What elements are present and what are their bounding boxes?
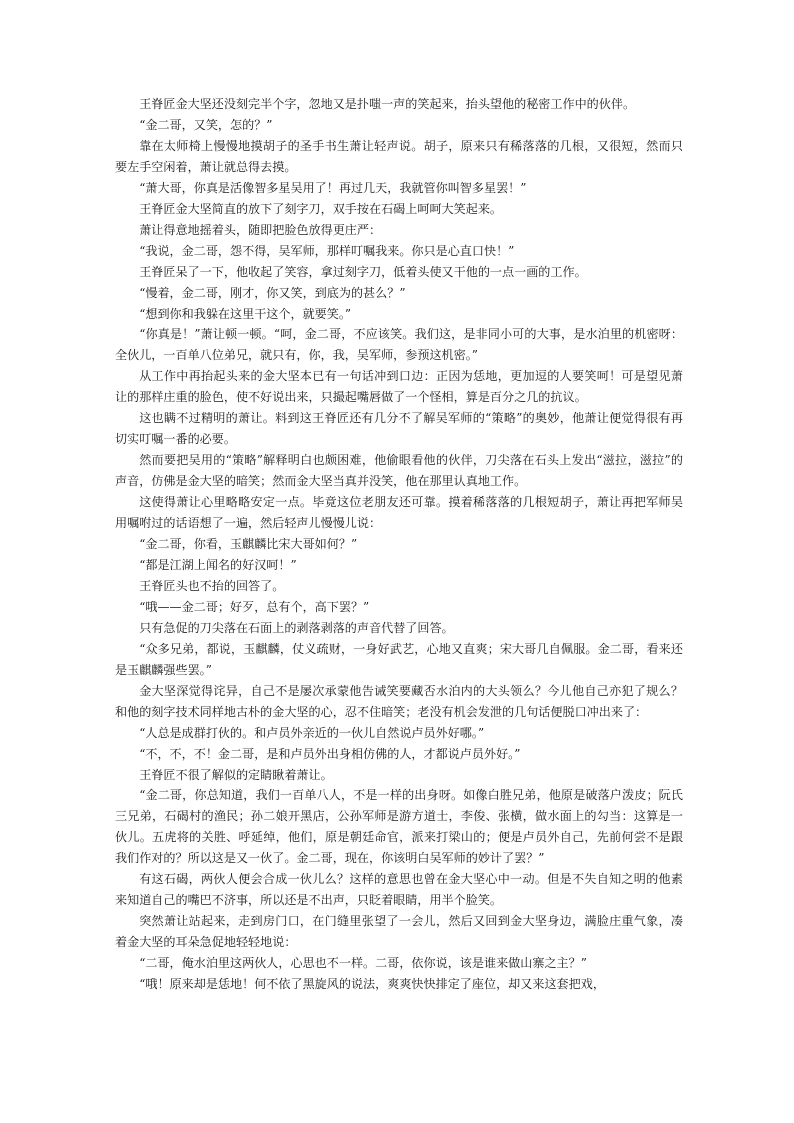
paragraph: “金二哥，又笑，怎的？”: [139, 117, 273, 132]
paragraph: “人总是成群打伙的。和卢员外亲近的一伙儿自然说卢员外好哪。”: [139, 725, 485, 740]
paragraph: 从工作中再抬起头来的金大坚本已有一句话冲到口边：正因为恁地，更加逗的人要笑呵！可是望见萧让的那样庄重的脸色，使不好说出来，只撮起嘴唇做了一个怪相，算是百分之几的抗议。: [115, 369, 683, 405]
document-body: [115, 94, 683, 995]
paragraph: 这使得萧让心里略略安定一点。毕竟这位老朋友还可靠。摸着稀落落的几根短胡子，萧让再把军师吴用嘱咐过的话语想了一遍，然后轻声儿慢慢儿说：: [115, 495, 683, 531]
paragraph: 靠在太师椅上慢慢地摸胡子的圣手书生萧让轻声说。胡子，原来只有稀落落的几根，又很短，然而只要左手空闲着，萧让就总得去摸。: [115, 138, 683, 174]
paragraph: “慢着，金二哥，刚才，你又笑，到底为的甚么？”: [139, 285, 406, 300]
paragraph: “哦——金二哥；好歹，总有个，高下罢？”: [139, 599, 370, 614]
paragraph: 突然萧让站起来，走到房门口，在门缝里张望了一会儿，然后又回到金大坚身边，满脸庄重气象，凑着金大坚的耳朵急促地轻轻地说：: [115, 914, 683, 950]
paragraph: 这也瞒不过精明的萧让。料到这王脊匠还有几分不了解吴军师的“策略”的奥妙，他萧让便觉得很有再切实叮嘱一番的必要。: [115, 411, 683, 447]
paragraph: 王脊匠头也不抬的回答了。: [139, 578, 285, 593]
paragraph: 金大坚深觉得诧异，自己不是屡次承蒙他告诫笑要藏否水泊内的大头领么？今儿他自己亦犯了规么？和他的刻字技术同样地古朴的金大坚的心，忍不住暗笑；老没有机会发泄的几句话便脱口冲出来了：: [115, 683, 683, 719]
paragraph: “二哥，俺水泊里这两伙人，心思也不一样。二哥，依你说，该是谁来做山寨之主？”: [139, 956, 587, 971]
paragraph: “金二哥，你总知道，我们一百单八人，不是一样的出身呀。如像白胜兄弟，他原是破落户泼皮；阮氏三兄弟，石碣村的渔民；孙二娘开黑店，公孙军师是游方道士，李俊、张横，做水面上的勾当：这算是一伙儿。五虎将的关胜、呼延绰，他们，原是朝廷命官，派来打梁山的；便是卢员外自己，先前何尝不是跟我们作对的？所以这是又一伙了。金二哥，现在，你该明白吴军师的妙计了罢？”: [115, 788, 683, 866]
paragraph: “萧大哥，你真是活像智多星吴用了！再过几天，我就管你叫智多星罢！”: [139, 180, 527, 195]
paragraph: “你真是！”萧让顿一顿。“呵，金二哥，不应该笑。我们这，是非同小可的大事，是水泊里的机密呀：全伙儿，一百单八位弟兄，就只有，你，我，吴军师，参预这机密。”: [115, 327, 683, 363]
paragraph: 王脊匠呆了一下，他收起了笑容，拿过刻字刀，低着头使又干他的一点一画的工作。: [139, 264, 587, 279]
paragraph: “哦！原来却是恁地！何不依了黑旋风的说法，爽爽快快排定了座位，却又来这套把戏，: [139, 977, 605, 992]
paragraph: 萧让得意地摇着头，随即把脸色放得更庄严：: [139, 222, 382, 237]
paragraph: 然而要把吴用的“策略”解释明白也颇困难，他偷眼看他的伙伴，刀尖落在石头上发出“滋拉，滋拉”的声音，仿佛是金大坚的暗笑；然而金大坚当真并没笑，他在那里认真地工作。: [115, 453, 683, 489]
paragraph: 王脊匠不很了解似的定睛瞅着萧让。: [139, 767, 333, 782]
paragraph: 只有急促的刀尖落在石面上的剥落剥落的声音代替了回答。: [139, 620, 454, 635]
paragraph: 有这石碣，两伙人便会合成一伙儿么？这样的意思也曾在金大坚心中一动。但是不失自知之明的他素来知道自己的嘴巴不济事，所以还是不出声，只眨着眼睛，用半个脸笑。: [115, 872, 683, 908]
paragraph: “我说，金二哥，怨不得，吴军师，那样叮嘱我来。你只是心直口快！”: [139, 243, 515, 258]
paragraph: 王脊匠金大坚还没刻完半个字，忽地又是扑嗤一声的笑起来，抬头望他的秘密工作中的伙伴。: [139, 97, 636, 111]
paragraph: 王脊匠金大坚简直的放下了刻字刀，双手按在石碣上呵呵大笑起来。: [139, 201, 503, 216]
paragraph: “金二哥，你看，玉麒麟比宋大哥如何？”: [139, 537, 358, 552]
paragraph: “众多兄弟，都说，玉麒麟，仗义疏财，一身好武艺，心地又直爽；宋大哥几自佩服。金二哥，看来还是玉麒麟强些罢。”: [115, 641, 683, 677]
paragraph: “想到你和我躲在这里干这个，就要笑。”: [139, 306, 352, 321]
paragraph: “都是江湖上闻名的好汉呵！”: [139, 557, 297, 572]
paragraph: “不，不，不！金二哥，是和卢员外出身相仿佛的人，才都说卢员外好。”: [139, 746, 521, 761]
